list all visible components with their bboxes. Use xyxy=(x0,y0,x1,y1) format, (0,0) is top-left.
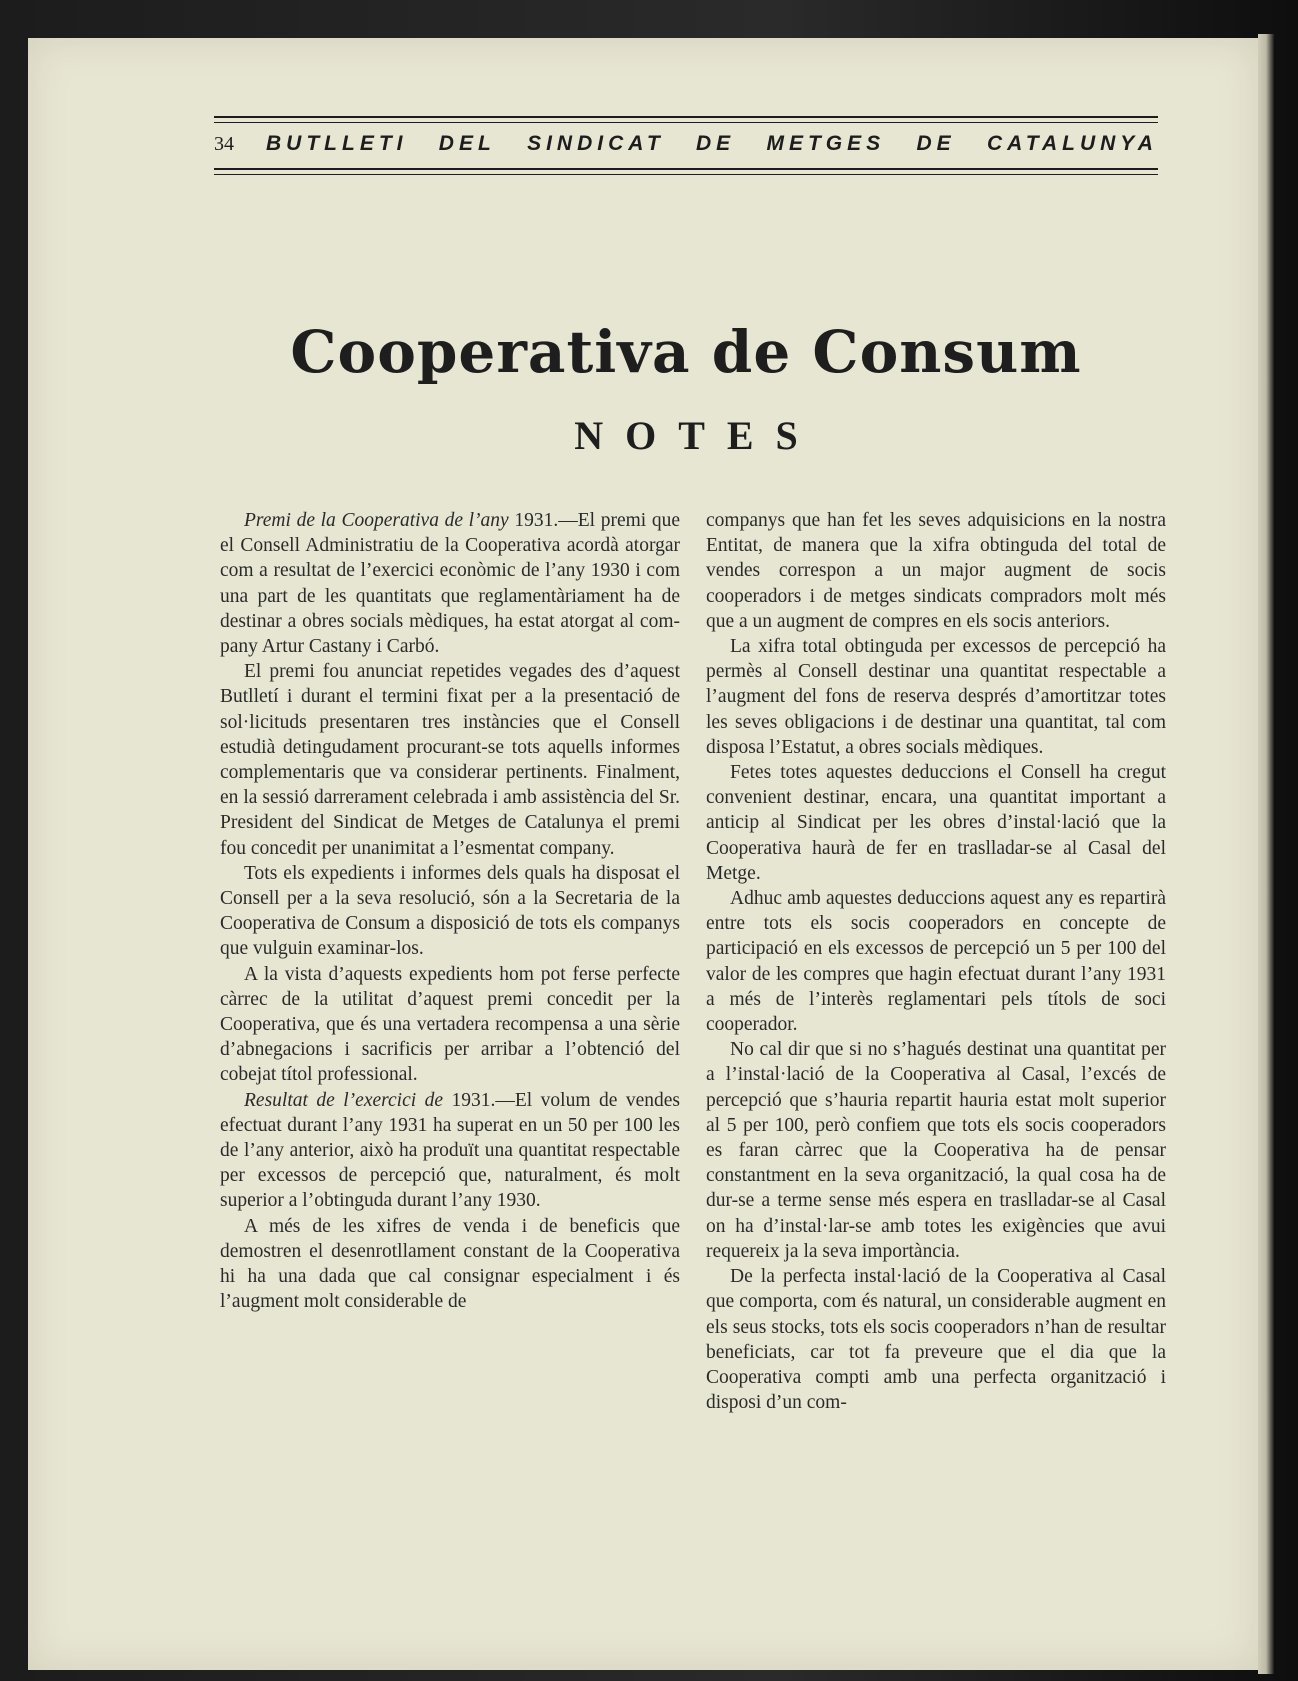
journal-title-word: DEL xyxy=(438,132,496,155)
section-runin-heading: Premi de la Cooperativa de l’any xyxy=(244,510,509,531)
header-rule xyxy=(214,116,1158,118)
page-number: 34 xyxy=(214,133,234,155)
paragraph xyxy=(220,861,680,962)
journal-title-word: CATALUNYA xyxy=(986,132,1158,155)
journal-title-word: METGES xyxy=(766,132,886,155)
paragraph xyxy=(706,1037,1166,1264)
paragraph xyxy=(706,1264,1166,1415)
header-rule xyxy=(214,168,1158,170)
paragraph xyxy=(220,1088,680,1214)
journal-title-word: BUTLLETI xyxy=(266,132,408,155)
journal-title xyxy=(266,132,1158,156)
paragraph-text: 1931.—El volum de vendes efectuat durant l’any 1931 ha superat en un 50 per 100 les de l’any anterior, això ha produït una quantitat respectable per excessos de percepció que, naturalment, és molt superior a l’obtinguda durant l’any 1930. xyxy=(220,1089,681,1212)
journal-title-word: DE xyxy=(916,132,956,155)
paragraph xyxy=(220,659,680,861)
section-runin-heading: Resultat de l’exercici de xyxy=(244,1089,444,1111)
article-title: Cooperativa de Consum xyxy=(290,318,1082,386)
paragraph xyxy=(706,760,1166,886)
left-column xyxy=(220,508,680,1315)
paragraph xyxy=(706,886,1166,1037)
paragraph-text: El premi fou anunciat repetides vegades des d’aquest Butlletí i durant el termini fixat per a la presentació de sol·licituds presentaren tres instàncies que el Consell estudià detingudament procurant-se tots aquells informes complementaris que va considerar pertinents. Finalment, en la sessió darrerament celebrada i amb assistència del Sr. President del Sindicat de Metges de Catalunya el premi fou concedit per unanimitat a l’esmentat company. xyxy=(220,661,680,859)
paragraph xyxy=(220,508,680,659)
page-edge xyxy=(1258,34,1274,1674)
paragraph-text: 1931.—El premi que el Consell Administratiu de la Cooperativa acordà atorgar com a resultat de l’exercici econòmic de l’any 1930 i com una part de les quantitats que reglamentàriament ha de destinar a obres socials mèdiques, ha estat atorgat al company Artur Castany i Carbó. xyxy=(220,510,681,658)
header-row xyxy=(214,132,1158,162)
paragraph-text: Adhuc amb aquestes deduccions aquest any es repartirà entre tots els socis cooperadors en concepte de participació en els excessos de percepció un 5 per 100 del valor de les compres que hagin efectuat durant l’any 1931 a més de l’interès reglamentari pels títols de soci cooperador. xyxy=(706,888,1166,1036)
right-column xyxy=(706,508,1166,1415)
paragraph-text: De la perfecta instal·lació de la Cooperativa al Casal que comporta, com és natural, un considerable augment en els seus stocks, tots els socis cooperadors n’han de resultar beneficiats, car tot fa preveure que el dia que la Cooperativa compti amb una perfecta organització i disposi d’un com- xyxy=(706,1266,1166,1414)
paragraph-text: Fetes totes aquestes deduccions el Consell ha cregut convenient destinar, encara, una quantitat important a anticip al Sindicat per les obres d’instal·lació que la Cooperativa haurà de fer en traslladar-se al Casal del Metge. xyxy=(706,762,1166,884)
paragraph xyxy=(220,1214,680,1315)
paragraph xyxy=(220,962,680,1088)
header-rule xyxy=(214,174,1158,175)
paragraph-text: companys que han fet les seves adquisicions en la nostra Entitat, de manera que la xifra obtinguda del total de vendes correspon a un major augment de socis cooperadors i de metges sindicats compradors molt més que a un augment de compres en els socis anteriors. xyxy=(706,510,1166,632)
journal-title-word: SINDICAT xyxy=(527,132,665,155)
article-subtitle: NOTES xyxy=(574,413,820,458)
header-rule xyxy=(214,122,1158,123)
paragraph-text: La xifra total obtinguda per excessos de percepció ha permès al Consell destinar una quantitat respectable a l’augment del fons de reserva després d’amortitzar totes les seves obligacions i de destinar una quantitat, tal com disposa l’Estatut, a obres socials mèdiques. xyxy=(706,636,1166,758)
paragraph-text: No cal dir que si no s’hagués destinat una quantitat per a l’instal·lació de la Cooperativa al Casal, l’excés de percepció que s’hauria repartit hauria estat molt superior al 5 per 100, però confiem que tots els socis cooperadors es faran càrrec que la Cooperativa ha de pensar constantment en la seva organització, la qual cosa ha de dur-se a terme sense més espera en traslladar-se al Casal on ha d’instal·lar-se amb totes les exigències que avui requereix ja la seva importància. xyxy=(706,1039,1166,1262)
paragraph xyxy=(706,634,1166,760)
paragraph xyxy=(706,508,1166,634)
running-header xyxy=(214,116,1158,186)
paragraph-text: A més de les xifres de venda i de beneficis que demostren el desenrotllament constant de la Cooperativa hi ha una dada que cal consignar especialment i és l’augment molt considerable de xyxy=(220,1215,680,1313)
journal-title-word: DE xyxy=(695,132,736,155)
paragraph-text: Tots els expedients i informes dels quals ha disposat el Consell per a la seva resolució, són a la Secretaria de la Cooperativa de Consum a disposició de tots els companys que vulguin examinar-los. xyxy=(220,862,680,960)
paragraph-text: A la vista d’aquests expedients hom pot ferse perfecte càrrec de la utilitat d’aquest premi concedit per la Cooperativa, que és una vertadera recompensa a una sèrie d’abnegacions i sacrificis per arribar a l’obtenció del cobejat títol professional. xyxy=(220,963,680,1086)
